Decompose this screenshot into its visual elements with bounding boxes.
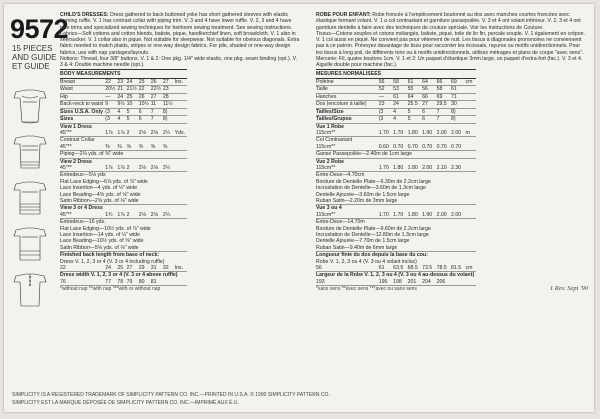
table-row: Sizes (3 4 5 6 7 8) bbox=[60, 116, 187, 123]
table-row: 56 61 63.5 68.5 73.5 78.5 81.5 cm bbox=[316, 265, 476, 272]
table-row: 45"** 1⅞ 1⅞ 2 2⅛ 2⅛ 2¼ bbox=[60, 165, 187, 172]
body-measurements-header: BODY MEASUREMENTS bbox=[60, 69, 187, 78]
table-row: 193 196 198 201 204 206 bbox=[316, 279, 476, 286]
table-row: Sizes U.S.A. Only (3 4 5 6 7 8) bbox=[60, 108, 187, 115]
guide-french: ET GUIDE bbox=[12, 62, 50, 71]
table-row: 45"** 1¾ 1⅞ 2 2⅛ 2⅛ 2¼ bbox=[60, 212, 187, 219]
french-column bbox=[316, 12, 588, 384]
dress-sketch-view-2 bbox=[8, 132, 52, 170]
english-title: CHILD'S DRESSES: bbox=[60, 12, 109, 18]
french-title: ROBE POUR ENFANT: bbox=[316, 12, 371, 18]
english-column bbox=[60, 12, 300, 384]
table-row: 45"** 1⅞ 1⅞ 2 2⅛ 2⅛ 2¼ Yds. bbox=[60, 129, 186, 136]
table-row: Taille 52 53 55 56 58 61 bbox=[316, 86, 476, 93]
table-row: Tailles/Size (3 4 5 6 7 8) bbox=[316, 108, 476, 115]
pattern-number: 9572 bbox=[10, 14, 69, 44]
pattern-envelope-back bbox=[4, 4, 594, 412]
dress-sketch-view-4 bbox=[8, 224, 52, 262]
table-row: 115cm** 1.70 1.70 1.80 1.90 2.00 2.00 bbox=[316, 212, 476, 219]
table-row: 115cm** 0.60 0.70 0.70 0.70 0.70 0.70 bbox=[316, 144, 476, 151]
french-footnotes: *sans sens **avec sens ***avec ou sans sens bbox=[316, 286, 417, 293]
table-row: 76 77 78 79 80 81 bbox=[60, 279, 187, 286]
table-row: Back-neck to waist 9 9½ 10 10½ 11 11½ bbox=[60, 101, 187, 108]
french-yardage-table: MESURES NORMALISEES Poitrine 56 58 61 64 66 69 cm Taille 52 53 55 56 58 61 Hanches — 61 64 66 69 71 Dos (encolure à taille) 23 24 25.5 27 29.5 30 Tailles/Size (3 4 5 6 7 8) Tailles/Grupos (3 4 5 6 7 8) Vue 1 Robe 115cm** 1.70 1.70 1.80 1.90 2.00 2.00 m Col Contrastant 115cm** 0.60 0.70 0.70 0.70 0.70 0.70 Ganse Passepoilée—2.40m de 1cm large Vue 2 Robe 115cm** 1.70 1.80 1.80 2.00 2.10 2.30 Entre-Deux—4.70cm Bordure de Dentelle Plate—6.30m de 2.2cm large Incrustation de Dentelle—3.60m de 1.3cm large Dentelle Ajourée—3.60m de 1.5cm large Ruban Satin—2.20m de 3mm large Vue 3 ou 4 115cm** 1.70 1.70 1.80 1.90 2.00 2.00 Entre-Deux—14.70m Bordure de Dentelle Plate—9.60m de 2.2cm large Incrustation de Dentelle—12.80m de 1.3cm large Dentelle Ajourée—7.70m de 1.5cm large Ruban Satin—9.40m de 6mm large Longueur finie du dos depuis la base du cou: Robe V. 1, 2, 3 ou 4 (V. 3 ou 4 volant inclus) 56 61 63.5 68.5 73.5 78.5 81.5 cm Largeur de la Robe V. 1, 2, 3 ou 4 (V. 3 ou 4 au-dessus du volant) 193 196 198 201 204 206 bbox=[316, 70, 475, 285]
revision-note: 1 Rev. Sept '90 bbox=[549, 285, 588, 293]
table-row: Tailles/Grupos (3 4 5 6 7 8) bbox=[316, 116, 476, 123]
table-row: 45"** ⅜ ⅜ ⅜ ⅜ ⅜ ⅜ bbox=[60, 144, 187, 151]
dress-sketch-view-1 bbox=[8, 86, 52, 124]
table-row: Poitrine 56 58 61 64 66 69 cm bbox=[316, 79, 476, 86]
footer-line-2: SIMPLICITY EST LA MARQUE DÉPOSÉE DE SIMPLICITY PATTERN CO. INC.—IMPRIMÉ AUX É.U. bbox=[12, 400, 239, 406]
english-fabrics: Fabrics—Soft cottons and cotton blends, batiste, pique, handkerchief linen, soft broadcloth. V. 1 also in seersucker. V. 1 collar also in pique. Not suitable for sleepwear. Not suitable for obvious diagonals. Extra fabric needed to match plaids, stripes or one-way design fabrics. For pile, shaded or one-way design fabrics, use with nap yardages/layouts. bbox=[60, 30, 300, 56]
table-row: 22 24 25 27 29 31 32 Ins. bbox=[60, 265, 187, 272]
table-row: Waist 20½ 21 21½ 22 22½ 23 bbox=[60, 86, 187, 93]
table-row: Dos (encolure à taille) 23 24 25.5 27 29.5 30 bbox=[316, 101, 476, 108]
english-notions: Notions: Thread, four 3/8" buttons. V. 1 & 2: One pkg. 1/4" wide elastic, one pkg. seam binding (opt.). V. 3 & 4: Double machine needle (opt.). bbox=[60, 56, 298, 69]
dress-sketch-back-view bbox=[8, 270, 52, 308]
table-row: Hip — 24 25 26 27 28 bbox=[60, 93, 187, 100]
footer-line-1: SIMPLICITY IS A REGISTERED TRADEMARK OF SIMPLICITY PATTERN CO. INC.—PRINTED IN U.S.A. © 1990 SIMPLICITY PATTERN CO. bbox=[12, 392, 330, 398]
english-yardage-table: BODY MEASUREMENTS Breast 22 23 24 25 26 27 Ins. Waist 20½ 21 21½ 22 22½ 23 Hip — 24 25 26 27 28 Back-neck to waist 9 9½ 10 10½ 11 11½ Sizes U.S.A. Only (3 4 5 6 7 8) Sizes (3 4 5 6 7 8) View 1 Dress 45"** 1⅞ 1⅞ 2 2⅛ 2⅛ 2¼ Yds. Contrast Collar 45"** ⅜ ⅜ ⅜ ⅜ ⅜ ⅜ Piping—2⅛ yds. of ⅜" wide View 2 Dress 45"** 1⅞ 1⅞ 2 2⅛ 2⅛ 2¼ Entredeux—5⅛ yds Flat Lace Edging—6⅞ yds. of ⅞" wide Lace Insertion—4 yds. of ½" wide Lace Beading—4⅝ yds. of ⅝" wide Satin Ribbon—2⅝ yds. of ⅛" wide View 3 or 4 Dress 45"** 1¾ 1⅞ 2 2⅛ 2⅛ 2¼ Entredeux—16 yds. Flat Lace Edging—10½ yds. of ⅞" wide Lace Insertion—14 yds. of ½" wide Lace Beading—10½ yds. of ⅝" wide Satin Ribbon—5⅛ yds. of ⅛" wide Finished back length from base of neck: Dress V. 1, 2, 3 or 4 (V. 3 or 4 including ruffle) 22 24 25 27 29 31 32 Ins. Dress width V. 1, 2, 3 or 4 (V. 3 or 4 above ruffle) 76 77 78 79 80 81 bbox=[60, 70, 186, 285]
french-tissus: Tissus—Cotons souples et cotons mélangés, batiste, piqué, toile de lin fin, percale souple. V. 1 également en crépon. V. 1 col aussi en piqué. Ne convient pas pour vêtement de nuit. Les tissus à diagonales prononcées ne conviennent pas à ce patron. Prévoyez davantage de tissu pour raccorder les écossais, rayures ou motifs unidirectionnels. Pour les tissus à long poil, de différents tons ou à motifs unidirectionnels, utilisez métrages et plans de coupe "avec sens". bbox=[316, 30, 585, 56]
french-description: Robe froncée à l'empiècement boutonné au dos avec manches courtes froncées avec élastique formant volant. V. 1 a col contrastant et garniture passepoilée. V. 3 et 4 ont volant inférieur. V. 2, 3 et 4 ont garniture dentelle à faire avec des techniques de couture spéciale. Voir les Instructions de Couture. bbox=[316, 12, 581, 31]
pattern-pieces: 15 PIECES bbox=[12, 44, 53, 53]
table-row: Breast 22 23 24 25 26 27 Ins. bbox=[60, 79, 187, 86]
english-description: Dress gathered to back buttoned yoke has short gathered sleeves with elastic forming ruffle. V. 1 has contrast collar with piping trim. V. 3 and 4 have lower ruffle. V. 2, 3 and 4 have lace trims and specialized sewing techniques for heirloom sewing treatment. See sewing instructions. bbox=[60, 12, 293, 31]
guide-english: AND GUIDE bbox=[12, 53, 57, 62]
dress-sketch-view-3 bbox=[8, 178, 52, 216]
table-row: 115cm** 1.70 1.70 1.80 1.90 2.00 2.00 m bbox=[316, 130, 476, 137]
table-row: 115cm** 1.70 1.80 1.80 2.00 2.10 2.30 bbox=[316, 165, 476, 172]
english-footnotes: *without nap **with nap ***with or without nap bbox=[60, 286, 161, 293]
mesures-header: MESURES NORMALISEES bbox=[316, 69, 476, 78]
table-row: Hanches — 61 64 66 69 71 bbox=[316, 93, 476, 100]
french-mercerie: Mercerie: Fil, quatre boutons 1cm. V. 1 et 2: Un paquet d'élastique 3mm large, un paquet d'extra-fort (fac.). V. 3 et 4. Aiguille double pour machine (fac.). bbox=[316, 56, 583, 69]
